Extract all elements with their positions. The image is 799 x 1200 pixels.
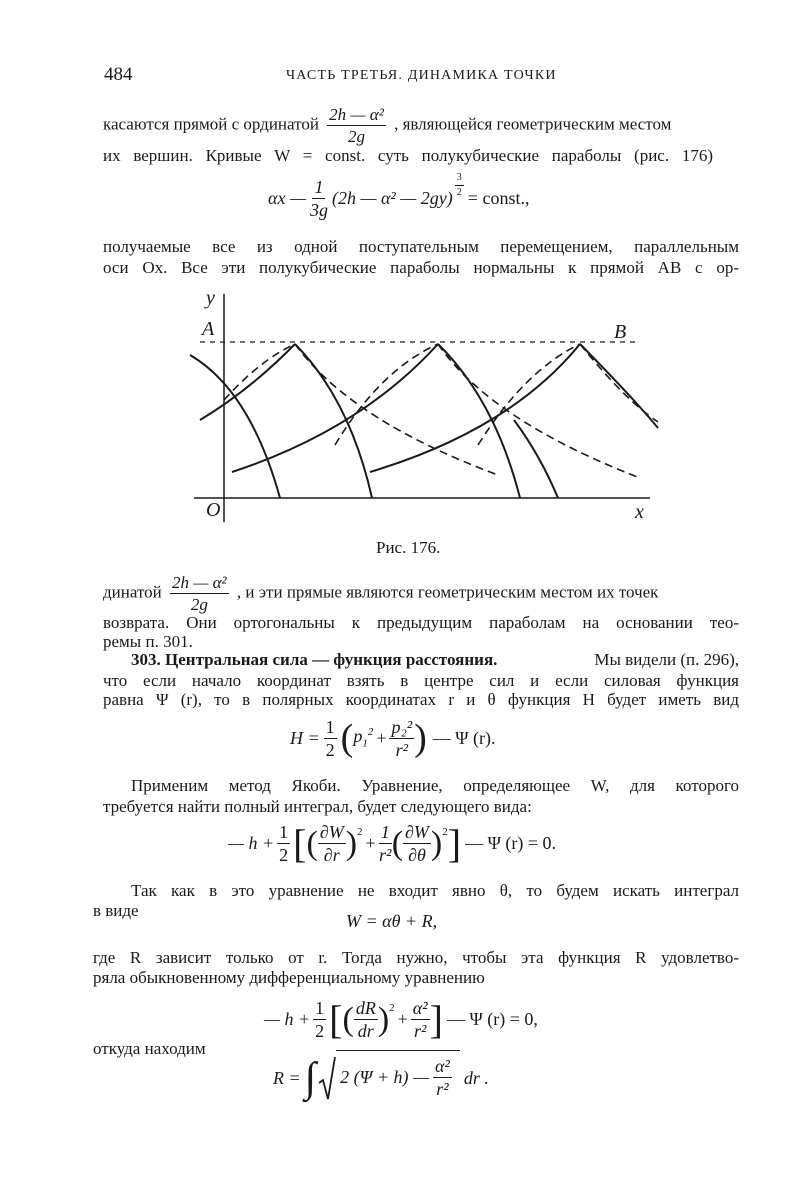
para4-line2: требуется найти полный интеграл, будет следующего вида: <box>103 797 532 816</box>
frac-denominator: r² <box>395 739 408 760</box>
label-a: A <box>202 318 215 340</box>
frac-numerator: α² <box>412 998 428 1018</box>
eqr2-inner: 2 (Ψ + h) — <box>340 1067 429 1087</box>
eqw-rhs: — Ψ (r) = 0. <box>465 833 556 853</box>
page-number: 484 <box>104 64 133 85</box>
figure-176 <box>180 280 680 530</box>
solid-curve <box>190 355 280 498</box>
paren-open: ( <box>391 824 404 862</box>
bracket-close: ] <box>429 997 443 1042</box>
eqh-p2-fraction <box>389 718 414 759</box>
paren-close: ) <box>377 1000 390 1038</box>
equation-r-ode <box>264 996 538 1043</box>
paren-open: ( <box>342 1000 354 1038</box>
section-303-line2: что если начало координат взять в центре сил и если силовая функция <box>103 671 739 690</box>
section-303-text: Мы видели (п. 296), <box>594 650 739 669</box>
para1-line2: их вершин. Кривые W = const. суть полукубические параболы (рис. 176) <box>103 146 713 165</box>
para6-line1: где R зависит только от r. Тогда нужно, чтобы эта функция R удовлетво- <box>93 948 739 967</box>
eqr1-plus: + <box>397 1009 408 1029</box>
frac-numerator: ∂W <box>319 822 344 842</box>
solid-curve <box>295 344 372 498</box>
running-title: ЧАСТЬ ТРЕТЬЯ. ДИНАМИКА ТОЧКИ <box>286 68 557 83</box>
equation-jacobi <box>228 820 556 867</box>
eqh-rhs: — Ψ (r). <box>432 727 496 748</box>
frac-numerator: 1 <box>380 822 390 842</box>
sqrt-sign <box>318 1055 336 1101</box>
dashed-curves <box>224 344 658 478</box>
frac-denominator: ∂θ <box>408 845 426 865</box>
frac-denominator: 2 <box>279 845 289 865</box>
frac-numerator: 2h — α² <box>172 573 227 592</box>
eq1-body: (2h — α² — 2gy) <box>331 188 453 208</box>
para5-line2: в виде <box>93 901 139 920</box>
frac-denominator: 2g <box>190 595 208 614</box>
frac-numerator: 1 <box>314 177 324 197</box>
para1-fraction <box>327 106 386 145</box>
frac-denominator: ∂r <box>323 845 340 865</box>
eqr1-alpha-fraction <box>411 999 430 1040</box>
frac-denominator: 2 <box>315 1021 325 1041</box>
eqh-lhs: H = <box>290 727 320 748</box>
eqw-lhs: — h + <box>228 833 275 853</box>
eq1-lhs: αx — <box>268 188 306 208</box>
eqh-plus: + <box>376 727 387 748</box>
para7-line1: откуда находим <box>93 1039 206 1058</box>
para3-line1 <box>103 574 739 613</box>
exp-numerator: 3 <box>455 173 464 186</box>
solid-curve <box>580 344 658 428</box>
solid-curve <box>514 420 558 498</box>
eqw-dw-dtheta <box>403 823 431 864</box>
frac-numerator: α² <box>434 1056 450 1076</box>
integral-sign: ∫ <box>304 1055 317 1101</box>
eqr1-lhs: — h + <box>264 1009 311 1029</box>
eqw-square: 2 <box>357 826 363 838</box>
frac-numerator: 2h — α² <box>329 105 384 124</box>
exp-denominator: 2 <box>456 187 462 198</box>
para6-line2: ряла обыкновенному дифференциальному уравнению <box>93 968 485 987</box>
para1-text-pre: касаются прямой с ординатой <box>103 114 319 134</box>
eqw-half <box>277 823 290 864</box>
dashed-curve <box>295 344 498 475</box>
eqr2-alpha-fraction <box>433 1057 452 1098</box>
label-o: O <box>206 499 221 521</box>
equation-r-integral <box>273 1054 489 1102</box>
eqr1-half <box>313 999 326 1040</box>
section-303-line3: равна Ψ (r), то в полярных координатах r и θ функция H будет иметь вид <box>103 690 739 709</box>
frac-numerator: 1 <box>279 822 289 842</box>
equation-hamiltonian <box>290 716 496 760</box>
eqw-plus: + <box>365 833 376 853</box>
eqr2-tail: dr . <box>463 1067 489 1088</box>
label-x: x <box>635 501 644 523</box>
frac-denominator: 2g <box>347 127 365 146</box>
eqh-half <box>324 718 337 759</box>
figure-caption: Рис. 176. <box>376 538 441 557</box>
paren-close: ) <box>345 824 358 862</box>
frac-numerator: ∂W <box>405 822 429 842</box>
eqr1-dr-dr <box>354 999 378 1040</box>
paren-open: ( <box>340 717 354 759</box>
para1-line1 <box>103 106 739 145</box>
solid-curves <box>190 344 658 498</box>
label-b: B <box>614 321 627 343</box>
para5-line1: Так как в это уравнение не входит явно θ, то будем искать интеграл <box>131 881 739 900</box>
frac-denominator: dr <box>357 1021 374 1041</box>
paren-open: ( <box>306 824 318 862</box>
para3-fraction <box>170 574 229 613</box>
frac-denominator: 2 <box>325 739 335 760</box>
paren-close: ) <box>430 824 443 862</box>
eqw-square: 2 <box>442 826 448 838</box>
frac-numerator: p₂² <box>391 716 413 737</box>
eq1-fraction <box>310 178 328 219</box>
eqr2-lhs: R = <box>273 1067 301 1088</box>
p1-letter: p <box>353 726 363 747</box>
para1-text-post: , являющейся геометрическим местом <box>394 114 672 134</box>
frac-numerator: 1 <box>315 998 325 1018</box>
frac-denominator: r² <box>436 1079 449 1099</box>
para2-line1: получаемые все из одной поступательным перемещением, параллельным <box>103 237 739 256</box>
equation-w-form: W = αθ + R, <box>346 911 438 931</box>
frac-numerator: 1 <box>325 716 335 737</box>
eqw-dw-dr <box>318 823 346 864</box>
para2-line2: оси Ox. Все эти полукубические параболы нормальны к прямой AB с ор- <box>103 258 739 277</box>
frac-denominator: 3g <box>309 200 328 220</box>
section-heading: 303. Центральная сила — функция расстояния. <box>131 650 498 669</box>
p1-superscript: 2 <box>367 726 374 739</box>
para3-text-post: , и эти прямые являются геометрическим местом их точек <box>236 582 659 602</box>
dashed-curve <box>224 344 295 400</box>
bracket-open: [ <box>293 821 307 866</box>
para3-text-pre: динатой <box>103 582 162 602</box>
label-y: y <box>206 287 215 309</box>
para4-line1: Применим метод Якоби. Уравнение, определяющее W, для которого <box>131 776 739 795</box>
para3-line3: ремы п. 301. <box>103 632 193 651</box>
eqr1-rhs: — Ψ (r) = 0, <box>446 1009 538 1029</box>
eqr1-square: 2 <box>389 1002 395 1014</box>
eqw-coef <box>379 823 392 864</box>
bracket-open: [ <box>329 997 343 1042</box>
para3-line2: возврата. Они ортогональны к предыдущим параболам на основании тео- <box>103 613 739 632</box>
sqrt-content <box>336 1050 460 1098</box>
paren-close: ) <box>414 717 427 759</box>
equation-semicubical <box>268 172 530 220</box>
solid-curve <box>200 344 295 420</box>
frac-numerator: dR <box>355 998 376 1018</box>
eq1-rhs: = const., <box>467 188 530 208</box>
eqh-p1 <box>353 726 373 750</box>
p1-subscript: 1 <box>362 737 368 750</box>
frac-denominator: r² <box>378 845 392 865</box>
bracket-close: ] <box>447 821 462 866</box>
section-303-line1 <box>131 649 739 671</box>
frac-denominator: r² <box>414 1021 427 1041</box>
solid-curve <box>438 344 520 498</box>
eq1-exponent <box>455 173 464 198</box>
